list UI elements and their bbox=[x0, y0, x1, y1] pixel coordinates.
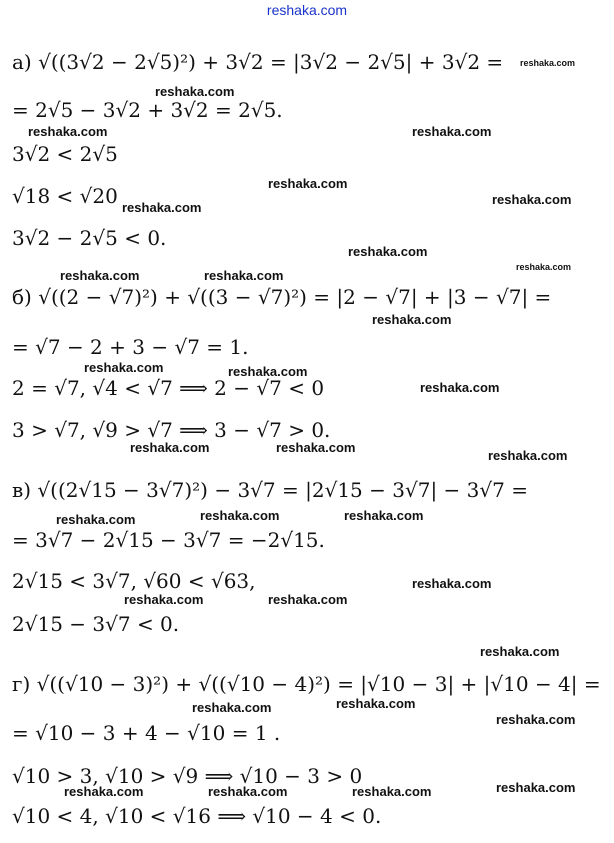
part-b-line-2: = √7 − 2 + 3 − √7 = 1. bbox=[12, 335, 249, 359]
part-b-line-3: 2 = √7, √4 < √7 ⟹ 2 − √7 < 0 bbox=[12, 376, 325, 400]
part-g-line-3: √10 > 3, √10 > √9 ⟹ √10 − 3 > 0 bbox=[12, 764, 363, 788]
part-g-line-2: = √10 − 3 + 4 − √10 = 1 . bbox=[12, 721, 281, 745]
watermark: reshaka.com bbox=[492, 192, 572, 207]
part-v-line-2: = 3√7 − 2√15 − 3√7 = −2√15. bbox=[12, 528, 325, 552]
watermark: reshaka.com bbox=[336, 696, 416, 711]
watermark: reshaka.com bbox=[130, 440, 210, 455]
watermark: reshaka.com bbox=[60, 268, 140, 283]
part-a-line-3: 3√2 < 2√5 bbox=[12, 142, 118, 166]
watermark: reshaka.com bbox=[84, 360, 164, 375]
watermark: reshaka.com bbox=[208, 784, 288, 799]
part-v-line-1: в) √((2√15 − 3√7)²) − 3√7 = |2√15 − 3√7| − 3√7 = bbox=[12, 478, 528, 502]
watermark: reshaka.com bbox=[268, 592, 348, 607]
part-a-line-4: √18 < √20 bbox=[12, 184, 118, 208]
watermark: reshaka.com bbox=[480, 644, 560, 659]
part-a-line-5: 3√2 − 2√5 < 0. bbox=[12, 226, 167, 250]
watermark: reshaka.com bbox=[352, 784, 432, 799]
watermark: reshaka.com bbox=[412, 124, 492, 139]
watermark: reshaka.com bbox=[276, 440, 356, 455]
watermark: reshaka.com bbox=[204, 268, 284, 283]
watermark: reshaka.com bbox=[520, 58, 576, 68]
watermark: reshaka.com bbox=[28, 124, 108, 139]
watermark: reshaka.com bbox=[372, 312, 452, 327]
watermark: reshaka.com bbox=[200, 508, 280, 523]
part-a-line-2: = 2√5 − 3√2 + 3√2 = 2√5. bbox=[12, 98, 283, 122]
watermark: reshaka.com bbox=[496, 712, 576, 727]
site-header: reshaka.com bbox=[266, 2, 348, 18]
part-g-line-1: г) √((√10 − 3)²) + √((√10 − 4)²) = |√10 − 3| + |√10 − 4| = bbox=[12, 672, 601, 696]
watermark: reshaka.com bbox=[420, 380, 500, 395]
watermark: reshaka.com bbox=[124, 592, 204, 607]
watermark: reshaka.com bbox=[516, 262, 572, 272]
watermark: reshaka.com bbox=[344, 508, 424, 523]
part-g-line-4: √10 < 4, √10 < √16 ⟹ √10 − 4 < 0. bbox=[12, 804, 382, 828]
part-v-line-3: 2√15 < 3√7, √60 < √63, bbox=[12, 569, 256, 593]
watermark: reshaka.com bbox=[56, 512, 136, 527]
part-b-line-1: б) √((2 − √7)²) + √((3 − √7)²) = |2 − √7| + |3 − √7| = bbox=[12, 285, 552, 309]
part-v-line-4: 2√15 − 3√7 < 0. bbox=[12, 612, 180, 636]
watermark: reshaka.com bbox=[64, 784, 144, 799]
watermark: reshaka.com bbox=[412, 576, 492, 591]
watermark: reshaka.com bbox=[496, 780, 576, 795]
watermark: reshaka.com bbox=[268, 176, 348, 191]
watermark: reshaka.com bbox=[192, 700, 272, 715]
watermark: reshaka.com bbox=[155, 84, 235, 99]
watermark: reshaka.com bbox=[122, 200, 202, 215]
watermark: reshaka.com bbox=[348, 244, 428, 259]
watermark: reshaka.com bbox=[228, 364, 308, 379]
part-b-line-4: 3 > √7, √9 > √7 ⟹ 3 − √7 > 0. bbox=[12, 418, 331, 442]
watermark: reshaka.com bbox=[488, 448, 568, 463]
part-a-line-1: а) √((3√2 − 2√5)²) + 3√2 = |3√2 − 2√5| + 3√2 = bbox=[12, 50, 504, 74]
